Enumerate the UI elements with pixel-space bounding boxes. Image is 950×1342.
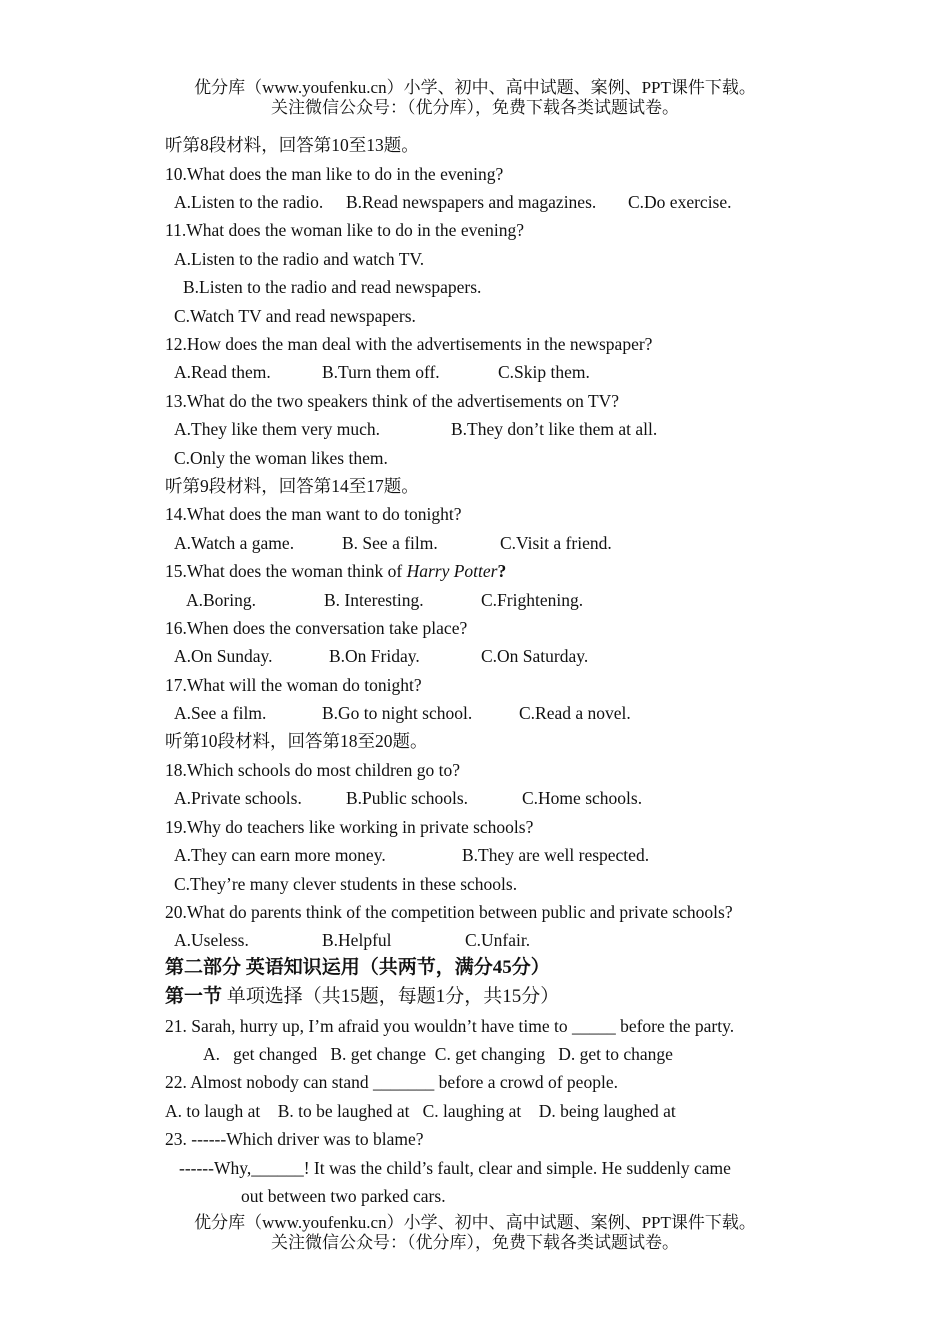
question-16-option-a: A.On Sunday. — [174, 646, 273, 666]
question-20-option-a: A.Useless. — [174, 930, 249, 950]
question-10-option-b: B.Read newspapers and magazines. — [346, 192, 597, 212]
part-2-heading: 第二部分 英语知识运用（共两节，满分45分） — [165, 957, 550, 978]
question-13-option-a: A.They like them very much. — [174, 419, 381, 439]
question-15-option-c: C.Frightening. — [481, 590, 584, 610]
question-12-option-a: A.Read them. — [174, 362, 271, 382]
footer-line-2: 关注微信公众号：（优分库），免费下载各类试题试卷。 — [271, 1233, 679, 1252]
question-18-option-c: C.Home schools. — [522, 788, 643, 808]
question-11-option-c: C.Watch TV and read newspapers. — [174, 306, 416, 326]
question-14-option-c: C.Visit a friend. — [500, 533, 612, 553]
question-10-option-a: A.Listen to the radio. — [174, 192, 324, 212]
question-13-option-b: B.They don’t like them at all. — [451, 419, 658, 439]
question-18-stem: 18.Which schools do most children go to? — [165, 760, 461, 780]
question-15-book-title: Harry Potter — [406, 561, 498, 581]
question-20-option-c: C.Unfair. — [465, 930, 531, 950]
question-23-line-2: ------Why,______! It was the child’s fault, clear and simple. He suddenly came — [179, 1158, 731, 1178]
question-23-stem: 23. ------Which driver was to blame? — [165, 1129, 424, 1149]
header-line-1: 优分库（www.youfenku.cn）小学、初中、高中试题、案例、PPT课件下载。 — [194, 78, 756, 97]
question-14-option-a: A.Watch a game. — [174, 533, 295, 553]
question-17-stem: 17.What will the woman do tonight? — [165, 675, 422, 695]
question-11-option-a: A.Listen to the radio and watch TV. — [174, 249, 425, 269]
section-9-instruction: 听第9段材料，回答第14至17题。 — [165, 476, 419, 496]
page-footer — [0, 1213, 950, 1253]
question-12-option-b: B.Turn them off. — [322, 362, 440, 382]
question-14-stem: 14.What does the man want to do tonight? — [165, 504, 462, 524]
part-2-section-1-heading — [165, 986, 559, 1008]
question-16-stem: 16.When does the conversation take place? — [165, 618, 468, 638]
question-19-stem: 19.Why do teachers like working in private schools? — [165, 817, 534, 837]
section-1-description: 单项选择（共15题，每题1分，共15分） — [222, 986, 560, 1007]
footer-line-1: 优分库（www.youfenku.cn）小学、初中、高中试题、案例、PPT课件下载。 — [194, 1213, 756, 1232]
question-13-stem: 13.What do the two speakers think of the advertisements on TV? — [165, 391, 620, 411]
question-22-options: A. to laugh at B. to be laughed at C. laughing at D. being laughed at — [165, 1101, 676, 1121]
question-16-option-c: C.On Saturday. — [481, 646, 589, 666]
question-11-option-b: B.Listen to the radio and read newspapers. — [183, 277, 482, 297]
question-19-option-b: B.They are well respected. — [462, 845, 650, 865]
question-12-stem: 12.How does the man deal with the advertisements in the newspaper? — [165, 334, 653, 354]
section-10-instruction: 听第10段材料，回答第18至20题。 — [165, 731, 428, 751]
question-18-option-a: A.Private schools. — [174, 788, 302, 808]
question-20-option-b: B.Helpful — [322, 930, 392, 950]
page-header — [0, 78, 950, 118]
question-14-option-b: B. See a film. — [342, 533, 438, 553]
section-1-label: 第一节 — [165, 986, 223, 1007]
question-15-option-a: A.Boring. — [186, 590, 256, 610]
question-15-option-b: B. Interesting. — [324, 590, 424, 610]
question-13-option-c: C.Only the woman likes them. — [174, 448, 388, 468]
question-21-stem: 21. Sarah, hurry up, I’m afraid you wouldn’t have time to _____ before the party. — [165, 1016, 735, 1036]
question-21-options: A. get changed B. get change C. get changing D. get to change — [203, 1044, 673, 1064]
question-10-stem: 10.What does the man like to do in the evening? — [165, 164, 504, 184]
question-22-stem: 22. Almost nobody can stand _______ before a crowd of people. — [165, 1072, 618, 1092]
question-15-stem-text: 15.What does the woman think of — [165, 561, 407, 581]
question-16-option-b: B.On Friday. — [329, 646, 420, 666]
question-20-stem: 20.What do parents think of the competition between public and private schools? — [165, 902, 733, 922]
question-15-stem — [165, 560, 506, 582]
question-17-option-b: B.Go to night school. — [322, 703, 473, 723]
header-line-2: 关注微信公众号：（优分库），免费下载各类试题试卷。 — [271, 98, 679, 117]
question-23-line-3: out between two parked cars. — [241, 1186, 446, 1206]
question-18-option-b: B.Public schools. — [346, 788, 469, 808]
question-19-option-a: A.They can earn more money. — [174, 845, 386, 865]
question-11-stem: 11.What does the woman like to do in the evening? — [165, 220, 524, 240]
question-19-option-c: C.They’re many clever students in these schools. — [174, 874, 518, 894]
question-17-option-a: A.See a film. — [174, 703, 267, 723]
question-17-option-c: C.Read a novel. — [519, 703, 631, 723]
question-12-option-c: C.Skip them. — [498, 362, 590, 382]
question-15-question-mark: ? — [497, 561, 507, 581]
question-10-option-c: C.Do exercise. — [628, 192, 732, 212]
section-8-instruction: 听第8段材料，回答第10至13题。 — [165, 135, 419, 155]
